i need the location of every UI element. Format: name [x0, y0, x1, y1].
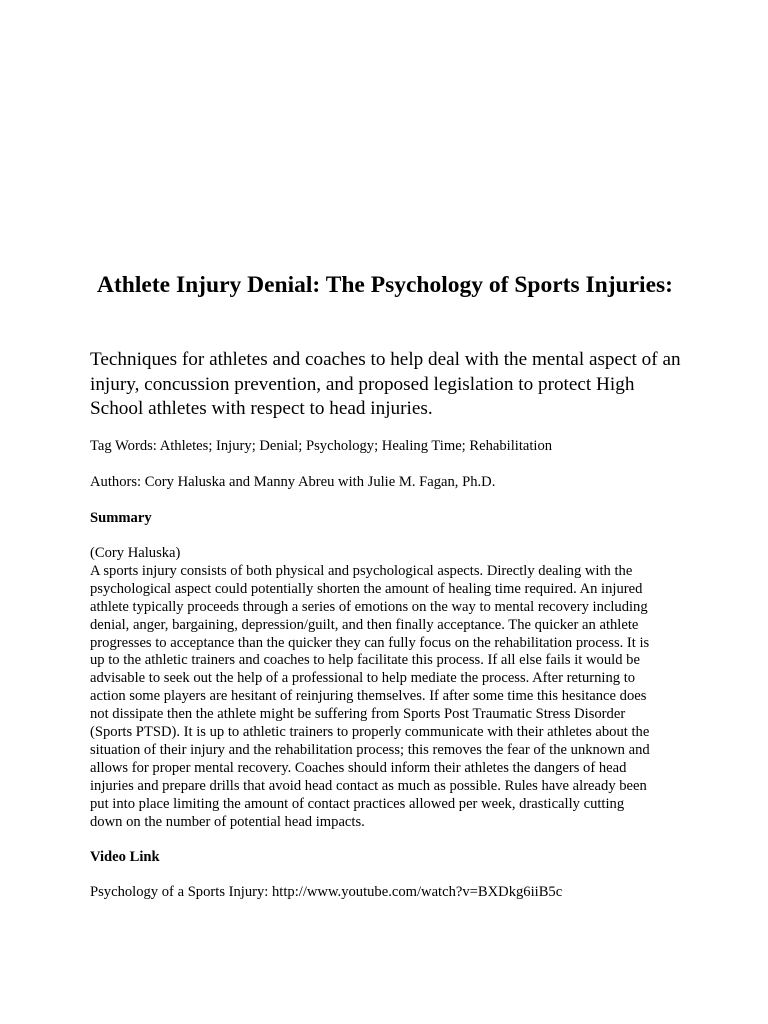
summary-line: injuries and prepare drills that avoid head contact as much as possible. Rules have already been	[90, 777, 647, 794]
summary-line: athlete typically proceeds through a series of emotions on the way to mental recovery including	[90, 598, 648, 615]
summary-line: (Sports PTSD). It is up to athletic trainers to properly communicate with their athletes about the	[90, 724, 650, 741]
video-link[interactable]: Psychology of a Sports Injury: http://www.youtube.com/watch?v=BXDkg6iiB5c	[90, 884, 563, 900]
summary-body	[90, 545, 690, 832]
summary-line: down on the number of potential head impacts.	[90, 813, 365, 830]
summary-line: not dissipate then the athlete might be suffering from Sports Post Traumatic Stress Disorder	[90, 706, 626, 723]
summary-line: situation of their injury and the rehabilitation process; this removes the fear of the unknown and	[90, 741, 650, 758]
document-subtitle: Techniques for athletes and coaches to help deal with the mental aspect of an injury, concussion prevention, and proposed legislation to protect High School athletes with respect to head injuries.	[90, 349, 681, 419]
summary-attribution: (Cory Haluska)	[90, 545, 181, 561]
summary-line: advisable to seek out the help of a professional to help mediate the process. After returning to	[90, 670, 636, 687]
video-heading: Video Link	[90, 849, 160, 865]
summary-line: allows for proper mental recovery. Coaches should inform their athletes the dangers of head	[90, 759, 627, 776]
document-title: Athlete Injury Denial: The Psychology of Sports Injuries:	[97, 272, 673, 298]
summary-line: put into place limiting the amount of contact practices allowed per week, drastically cutting	[90, 795, 625, 812]
summary-line: psychological aspect could potentially shorten the amount of healing time required. An injured	[90, 580, 643, 597]
summary-line: progresses to acceptance than the quicker they can fully focus on the rehabilitation process. It is	[90, 634, 650, 651]
summary-line: A sports injury consists of both physical and psychological aspects. Directly dealing with the	[90, 562, 633, 579]
tag-words: Tag Words: Athletes; Injury; Denial; Psychology; Healing Time; Rehabilitation	[90, 438, 553, 454]
summary-line: denial, anger, bargaining, depression/guilt, and then finally acceptance. The quicker an athlete	[90, 616, 639, 633]
summary-line: action some players are hesitant of reinjuring themselves. If after some time this hesitance does	[90, 688, 647, 705]
summary-heading: Summary	[90, 510, 152, 526]
summary-line: up to the athletic trainers and coaches to help facilitate this process. If all else fails it would be	[90, 652, 640, 669]
authors: Authors: Cory Haluska and Manny Abreu with Julie M. Fagan, Ph.D.	[90, 474, 496, 490]
